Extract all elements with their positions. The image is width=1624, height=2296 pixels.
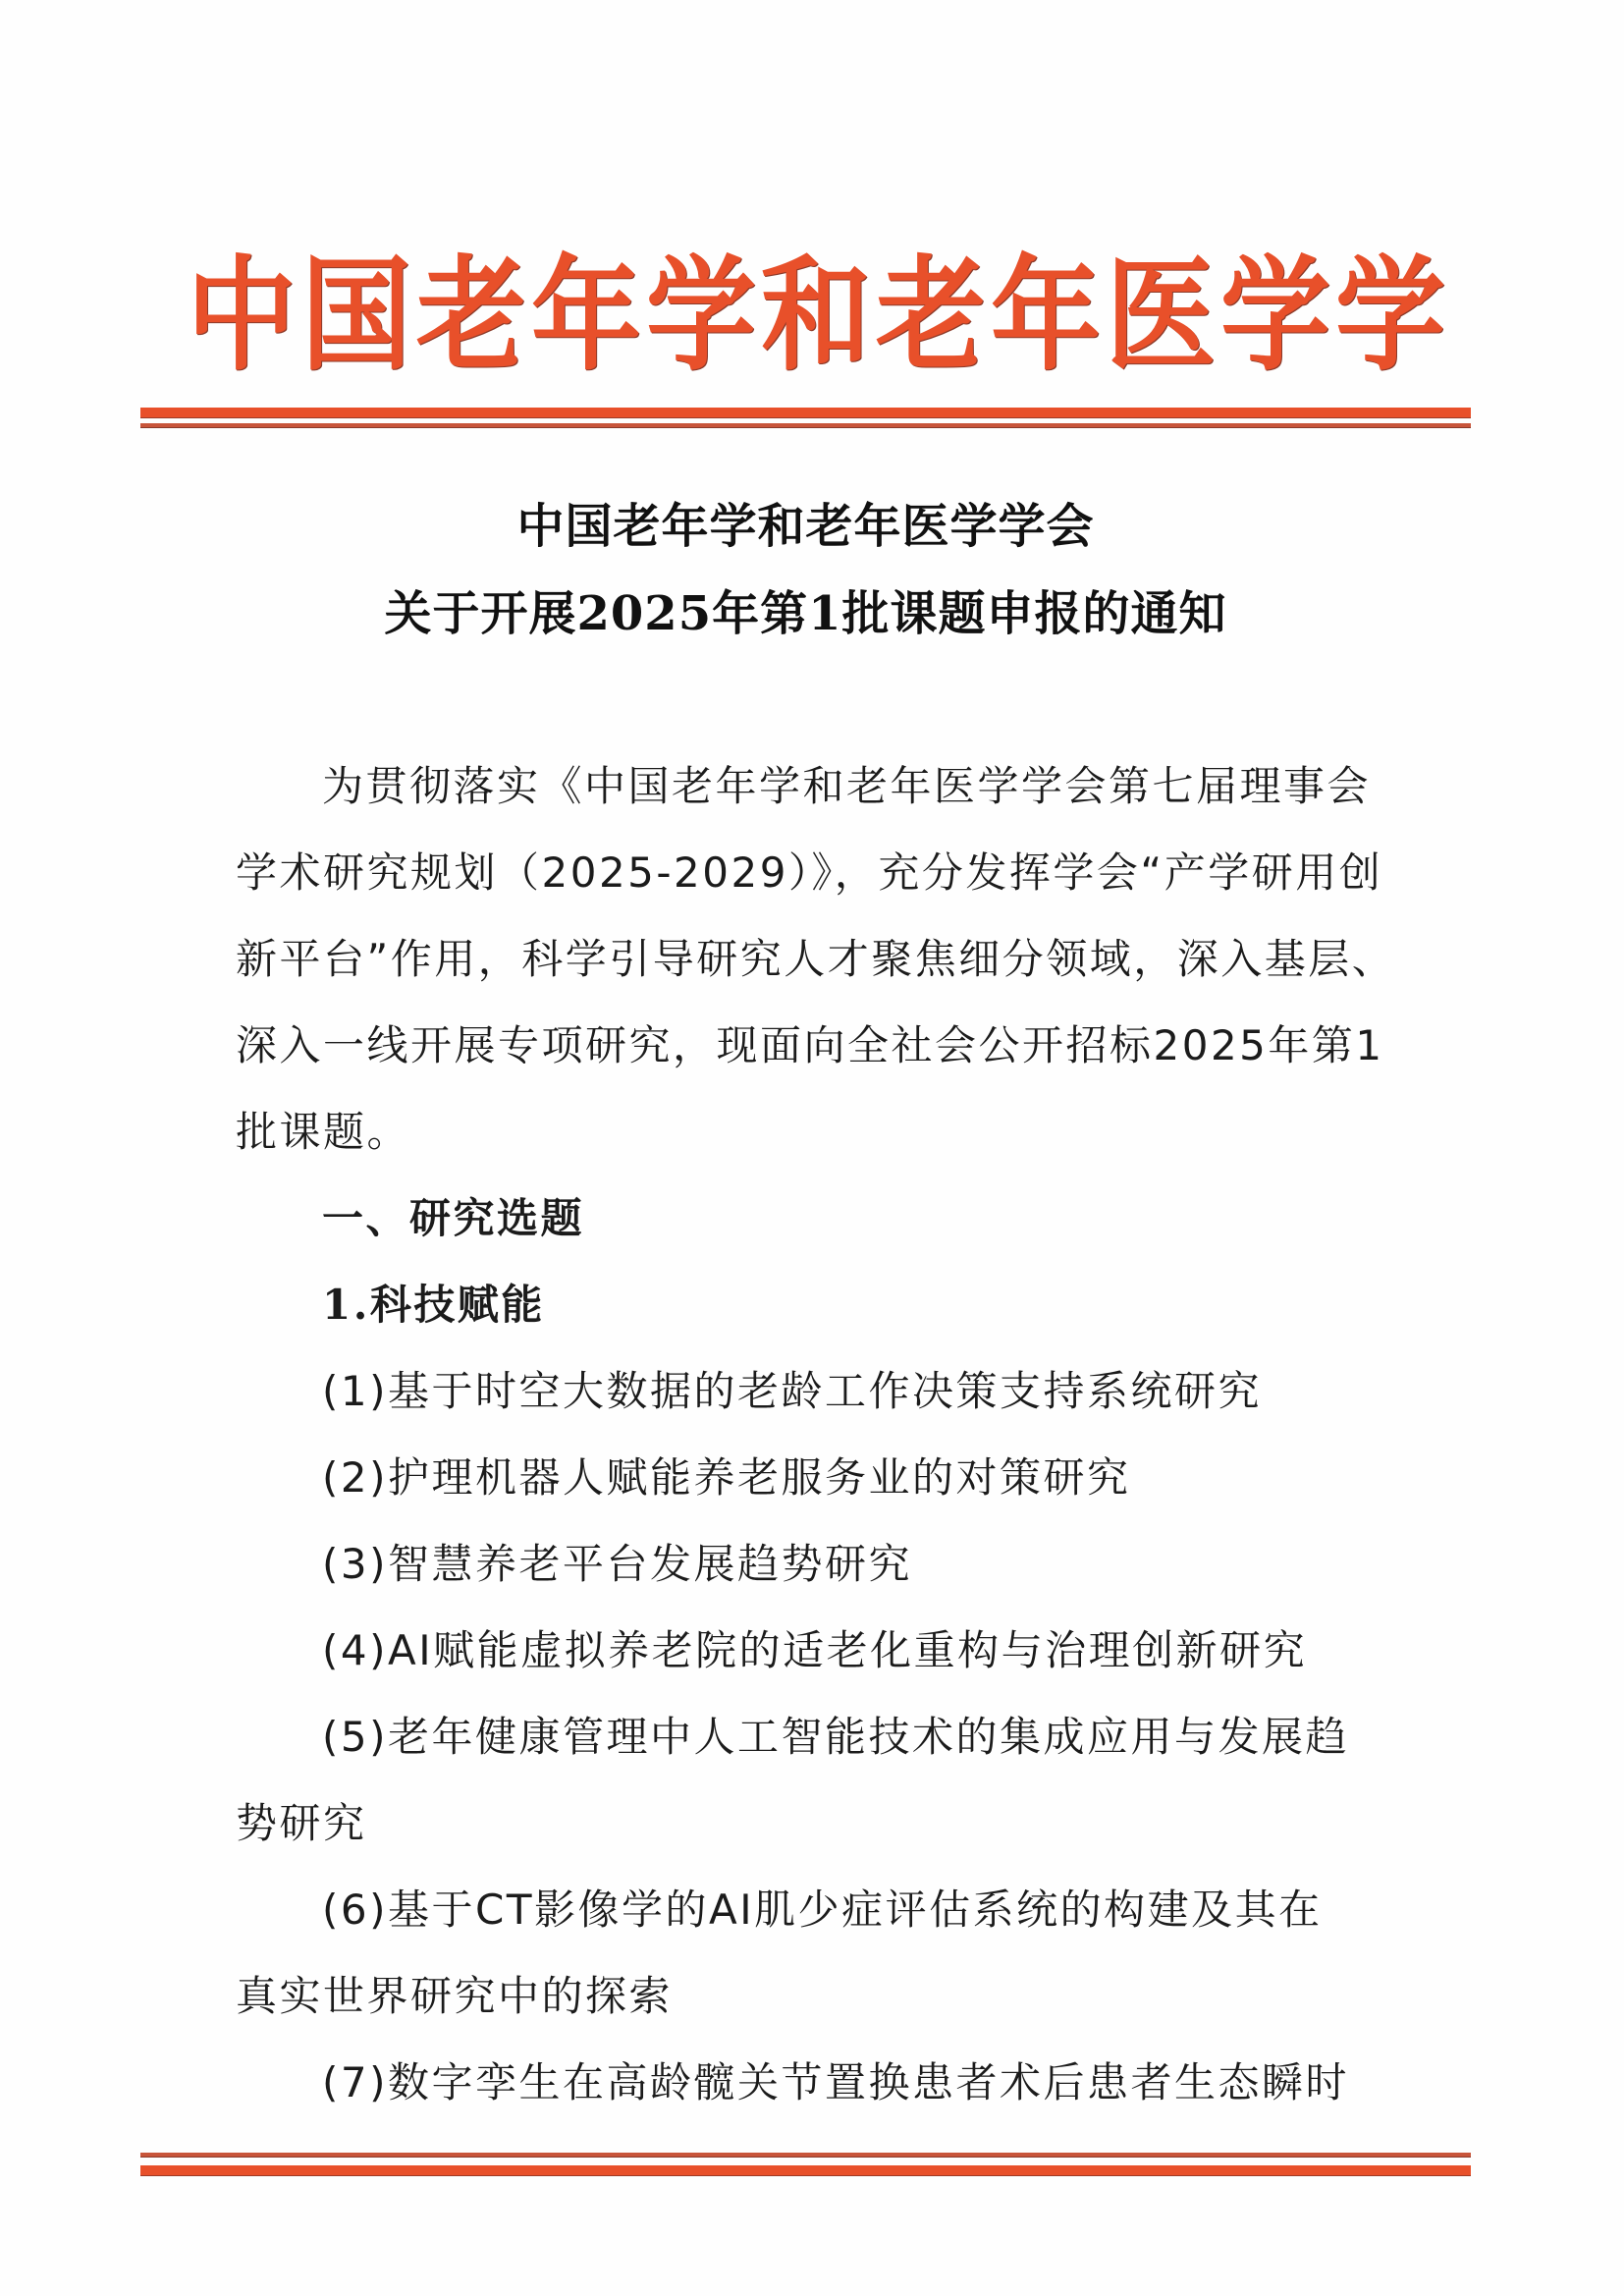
letterhead-char: 学: [1335, 244, 1445, 388]
topic-item: (7)数字孪生在高龄髋关节置换患者术后患者生态瞬时: [322, 2058, 1349, 2106]
topic-item: (5)老年健康管理中人工智能技术的集成应用与发展趋: [322, 1713, 1349, 1761]
section-heading: 一、研究选题: [322, 1194, 585, 1242]
letterhead-char: 年: [531, 244, 641, 388]
topic-item: (6)基于CT影像学的AI肌少症评估系统的构建及其在: [322, 1886, 1323, 1934]
topic-item-continuation: 真实世界研究中的探索: [236, 1972, 674, 2020]
notice-title-org: 中国老年学和老年医学学会: [516, 499, 1095, 554]
letterhead-char: 医: [1106, 244, 1216, 388]
intro-line: 学术研究规划（2025-2029）》，充分发挥学会“产学研用创: [236, 848, 1383, 897]
letterhead-char: 年: [991, 244, 1101, 388]
intro-line: 深入一线开展专项研究，现面向全社会公开招标2025年第1: [236, 1021, 1384, 1069]
letterhead-char: 老: [416, 244, 526, 388]
header-rule-thick: [140, 408, 1471, 417]
intro-line: 新平台”作用，科学引导研究人才聚焦细分领域，深入基层、: [236, 935, 1396, 983]
topic-item: (1)基于时空大数据的老龄工作决策支持系统研究: [322, 1367, 1262, 1415]
subsection-heading: 1.科技赋能: [322, 1281, 545, 1329]
notice-title-subject: 关于开展2025年第1批课题申报的通知: [384, 586, 1227, 641]
footer-rule-thick: [140, 2165, 1471, 2175]
letterhead-char: 国: [301, 244, 411, 388]
letterhead-char: 中: [187, 244, 297, 388]
letterhead-char: 学: [646, 244, 756, 388]
footer-rule-thin: [140, 2153, 1471, 2157]
letterhead-org-name: [187, 244, 1445, 388]
intro-line: 为贯彻落实《中国老年学和老年医学学会第七届理事会: [322, 762, 1372, 810]
letterhead-char: 老: [876, 244, 986, 388]
topic-item: (2)护理机器人赋能养老服务业的对策研究: [322, 1453, 1131, 1502]
intro-line: 批课题。: [236, 1108, 411, 1156]
topic-item: (4)AI赋能虚拟养老院的适老化重构与治理创新研究: [322, 1626, 1308, 1674]
topic-item-continuation: 势研究: [236, 1799, 367, 1847]
header-rule-thin: [140, 423, 1471, 427]
letterhead-char: 和: [761, 244, 871, 388]
topic-item: (3)智慧养老平台发展趋势研究: [322, 1540, 912, 1588]
letterhead-char: 学: [1220, 244, 1330, 388]
